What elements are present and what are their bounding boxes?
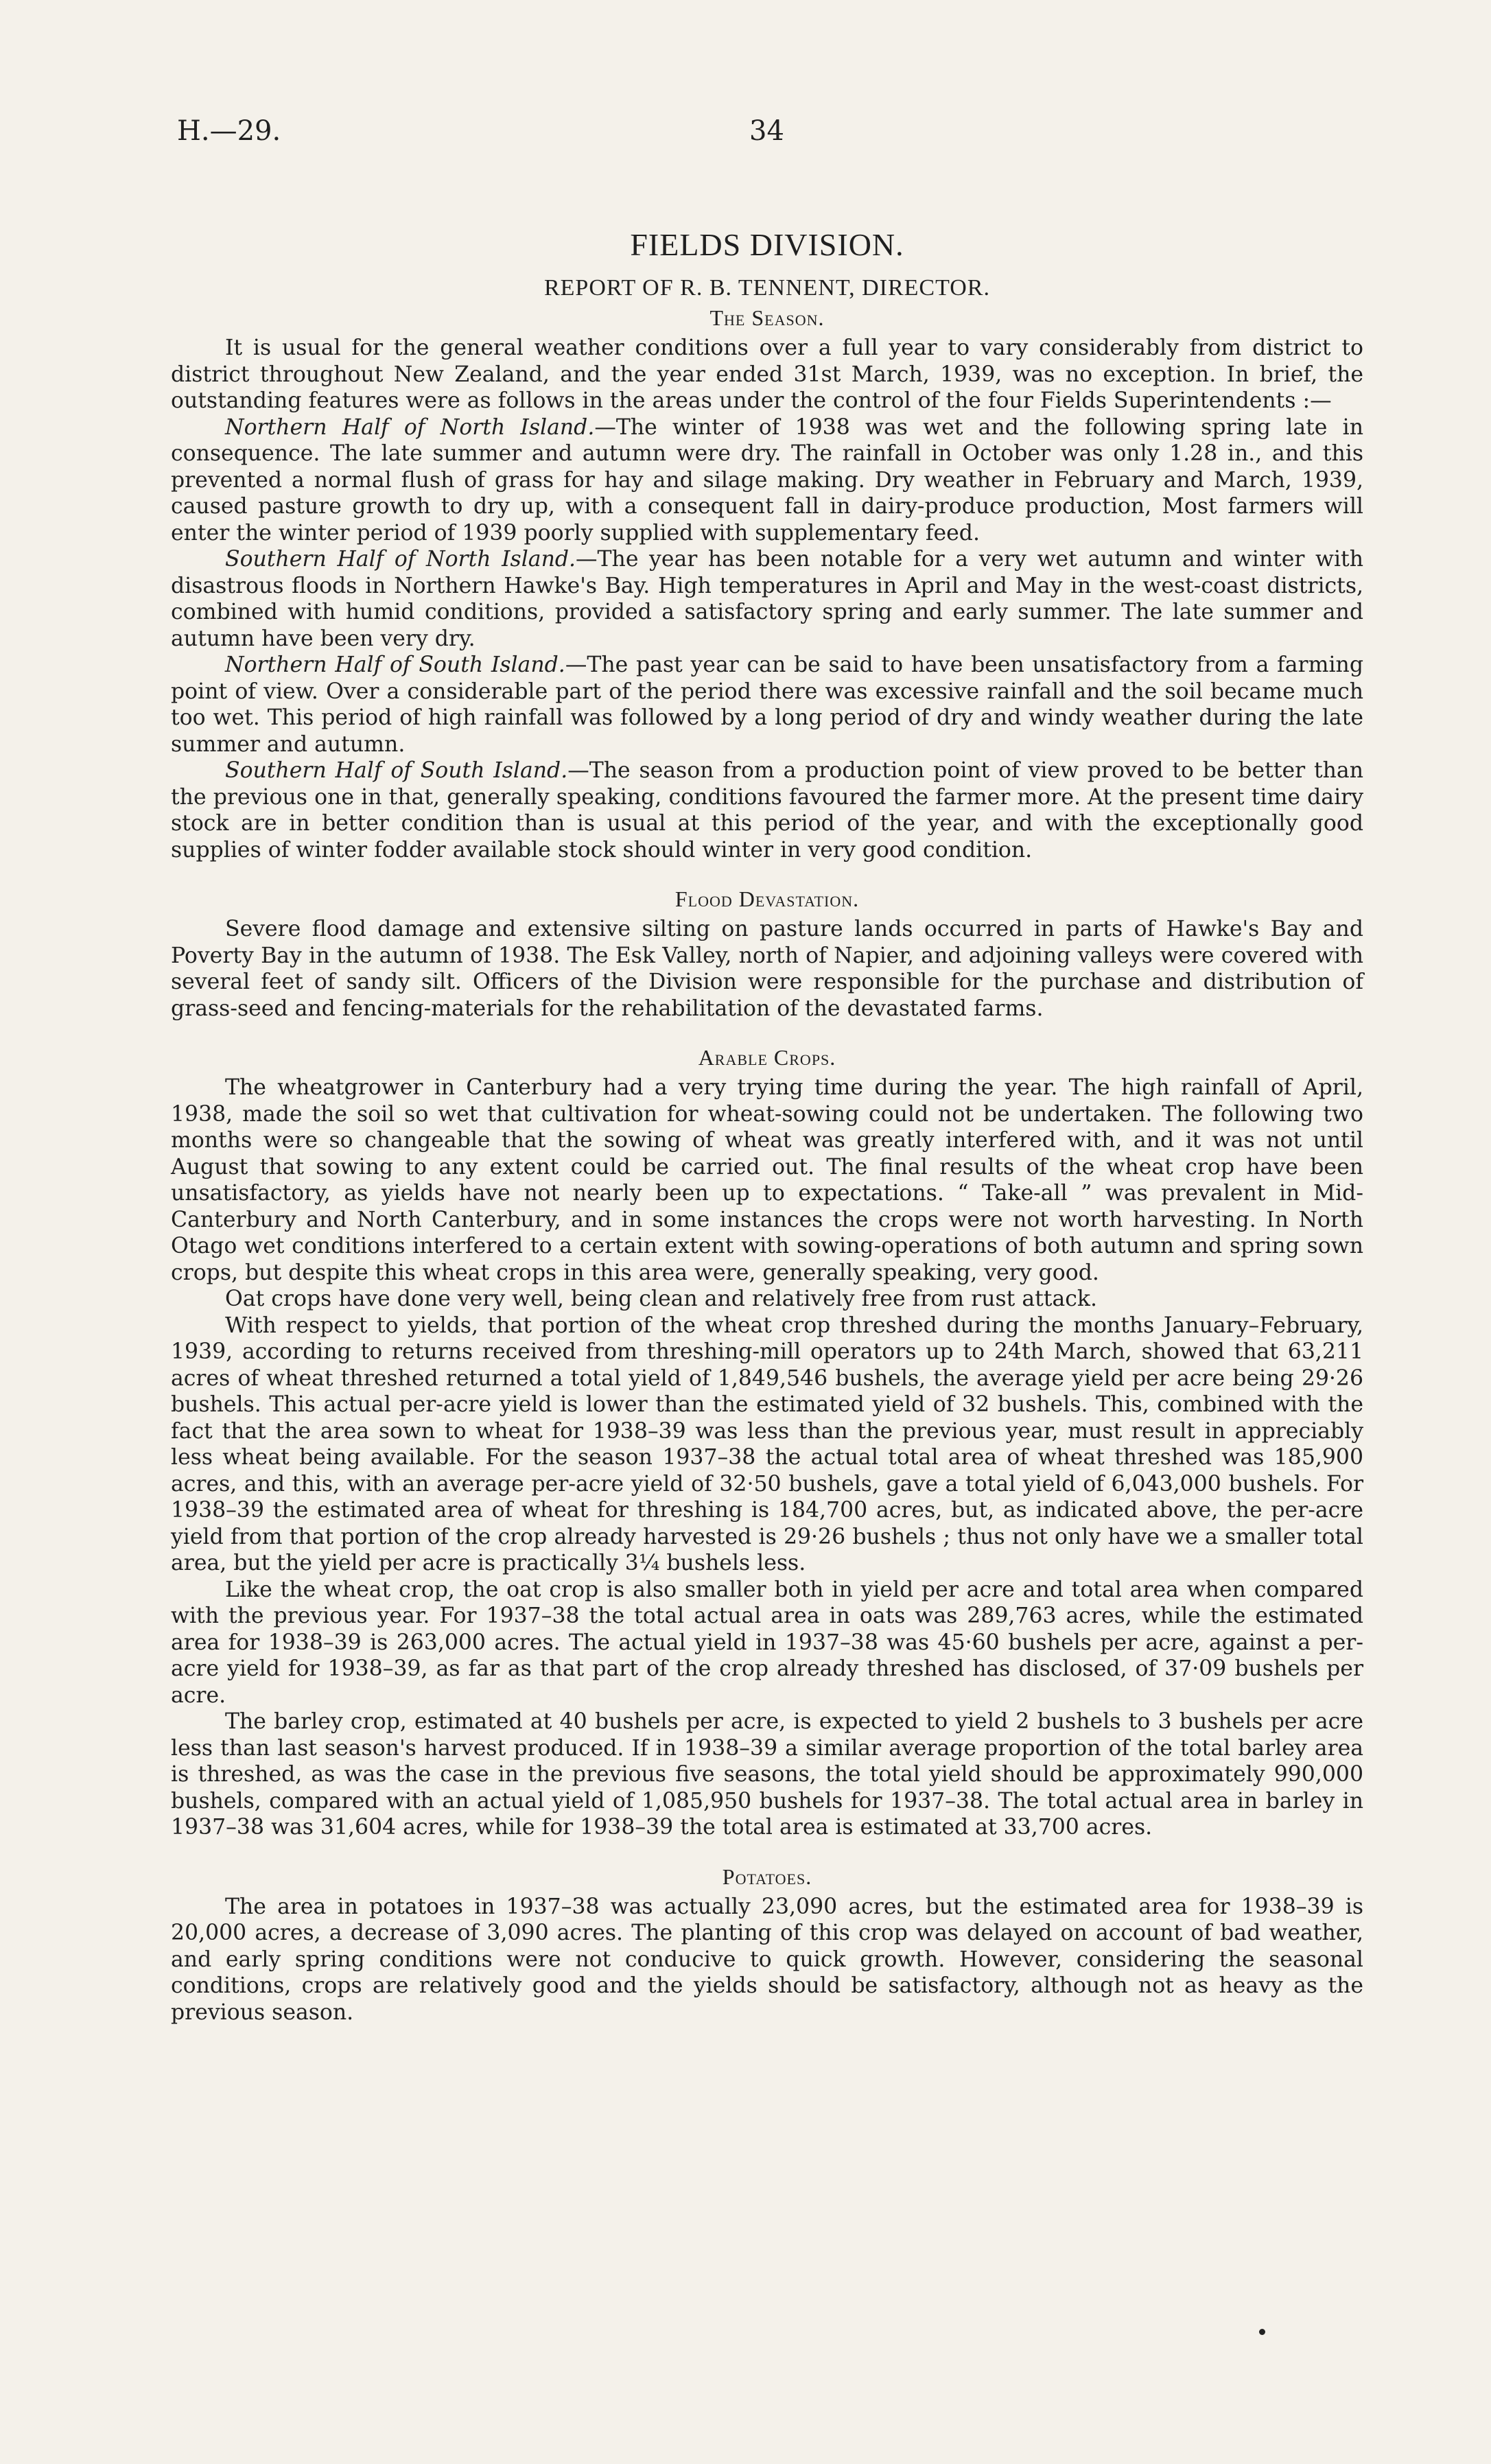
- section-heading: The Season.: [709, 305, 825, 330]
- paragraph: Southern Half of North Island.—The year has been notable for a very wet autumn and winter with disastrous floods in Northern Hawke's Bay. High temperatures in April and May in the west-coast districts, combined with humid conditions, provided a satisfactory spring and early summer. The late summer and autumn have been very dry.: [171, 547, 1363, 651]
- paragraph: The wheatgrower in Canterbury had a very trying time during the year. The high rainfall of April, 1938, made the soil so wet that cultivation for wheat-sowing could not be undertaken. The following two months were so changeable that the sowing of wheat was greatly interfered with, and it was not until August that sowing to any extent could be carried out. The final results of the wheat crop have been unsatisfactory, as yields have not nearly been up to expectations. “ Take-all ” was prevalent in Mid-Canterbury and North Canterbury, and in some instances the crops were not worth harvesting. In North Otago wet conditions interfered to a certain extent with sowing-operations of both autumn and spring sown crops, but despite this wheat crops in this area were, generally speaking, very good.: [171, 1075, 1363, 1285]
- report-body: [171, 226, 1363, 2026]
- page-number: 34: [749, 115, 784, 147]
- paragraph: Southern Half of South Island.—The season from a production point of view proved to be better than the previous one in that, generally speaking, conditions favoured the farmer more. At the present time dairy stock are in better condition than is usual at this period of the year, and with the exceptionally good supplies of winter fodder available stock should winter in very good condition.: [171, 758, 1363, 863]
- paragraph: With respect to yields, that portion of the wheat crop threshed during the months January–February, 1939, according to returns received from threshing-mill operators up to 24th March, showed that 63,211 acres of wheat threshed returned a total yield of 1,849,546 bushels, the average yield per acre being 29·26 bushels. This actual per-acre yield is lower than the estimated yield of 32 bushels. This, combined with the fact that the area sown to wheat for 1938–39 was less than the previous year, must result in appreciably less wheat being available. For the season 1937–38 the actual total area of wheat threshed was 185,900 acres, and this, with an average per-acre yield of 32·50 bushels, gave a total yield of 6,043,000 bushels. For 1938–39 the estimated area of wheat for threshing is 184,700 acres, but, as indicated above, the per-acre yield from that portion of the crop already harvested is 29·26 bushels ; thus not only have we a smaller total area, but the yield per acre is practically 3¼ bushels less.: [171, 1313, 1363, 1575]
- paragraph: The area in potatoes in 1937–38 was actually 23,090 acres, but the estimated area for 1938–39 is 20,000 acres, a decrease of 3,090 acres. The planting of this crop was delayed on account of bad weather, and early spring conditions were not conducive to quick growth. However, considering the seasonal conditions, crops are relatively good and the yields should be satisfactory, although not as heavy as the previous season.: [171, 1894, 1363, 2025]
- section-arable-crops: [171, 1045, 1363, 1841]
- section-heading: Potatoes.: [722, 1864, 812, 1889]
- paragraph: Oat crops have done very well, being clean and relatively free from rust attack.: [225, 1287, 1097, 1311]
- section-potatoes: [171, 1864, 1363, 2026]
- paragraph: Northern Half of North Island.—The winter of 1938 was wet and the following spring late in consequence. The late summer and autumn were dry. The rainfall in October was only 1.28 in., and this prevented a normal flush of grass for hay and silage making. Dry weather in February and March, 1939, caused pasture growth to dry up, with a consequent fall in dairy-produce production, Most farmers will enter the winter period of 1939 poorly supplied with supplementary feed.: [171, 414, 1363, 545]
- document-reference: H.—29.: [177, 115, 281, 147]
- ink-dot: [1259, 2329, 1265, 2335]
- paragraph: Northern Half of South Island.—The past year can be said to have been unsatisfactory from a farming point of view. Over a considerable part of the period there was excessive rainfall and the soil became much too wet. This period of high rainfall was followed by a long period of dry and windy weather during the late summer and autumn.: [171, 653, 1363, 757]
- section-heading: Arable Crops.: [698, 1045, 836, 1070]
- paragraph: Like the wheat crop, the oat crop is also smaller both in yield per acre and total area when compared with the previous year. For 1937–38 the total actual area in oats was 289,763 acres, while the estimated area for 1938–39 is 263,000 acres. The actual yield in 1937–38 was 45·60 bushels per acre, against a per-acre yield for 1938–39, as far as that part of the crop already threshed has disclosed, of 37·09 bushels per acre.: [171, 1577, 1363, 1708]
- report-subtitle: REPORT OF R. B. TENNENT, DIRECTOR.: [543, 275, 990, 301]
- paragraph: It is usual for the general weather conditions over a full year to vary considerably from district to district throughout New Zealand, and the year ended 31st March, 1939, was no exception. In brief, the outstanding features were as follows in the areas under the control of the four Fields Superintendents :—: [171, 336, 1363, 413]
- paragraph-lead: Northern Half of South Island.: [225, 653, 565, 677]
- section-flood-devastation: [171, 887, 1363, 1022]
- paragraph-lead: Northern Half of North Island.: [225, 414, 595, 440]
- paragraph: Severe flood damage and extensive silting on pasture lands occurred in parts of Hawke's Bay and Poverty Bay in the autumn of 1938. The Esk Valley, north of Napier, and adjoining valleys were covered with several feet of sandy silt. Officers of the Division were responsible for the purchase and distribution of grass-seed and fencing-materials for the rehabilitation of the devastated farms.: [171, 917, 1363, 1021]
- paragraph-lead: Southern Half of South Island.: [225, 758, 568, 783]
- section-the-season: [171, 305, 1363, 863]
- paragraph: The barley crop, estimated at 40 bushels per acre, is expected to yield 2 bushels to 3 bushels per acre less than last season's harvest produced. If in 1938–39 a similar average proportion of the total barley area is threshed, as was the case in the previous five seasons, the total yield should be approximately 990,000 bushels, compared with an actual yield of 1,085,950 bushels for 1937–38. The total actual area in barley in 1937–38 was 31,604 acres, while for 1938–39 the total area is estimated at 33,700 acres.: [171, 1709, 1363, 1840]
- division-title: FIELDS DIVISION.: [630, 227, 904, 262]
- paragraph-lead: Southern Half of North Island.: [225, 547, 576, 572]
- section-heading: Flood Devastation.: [674, 887, 860, 911]
